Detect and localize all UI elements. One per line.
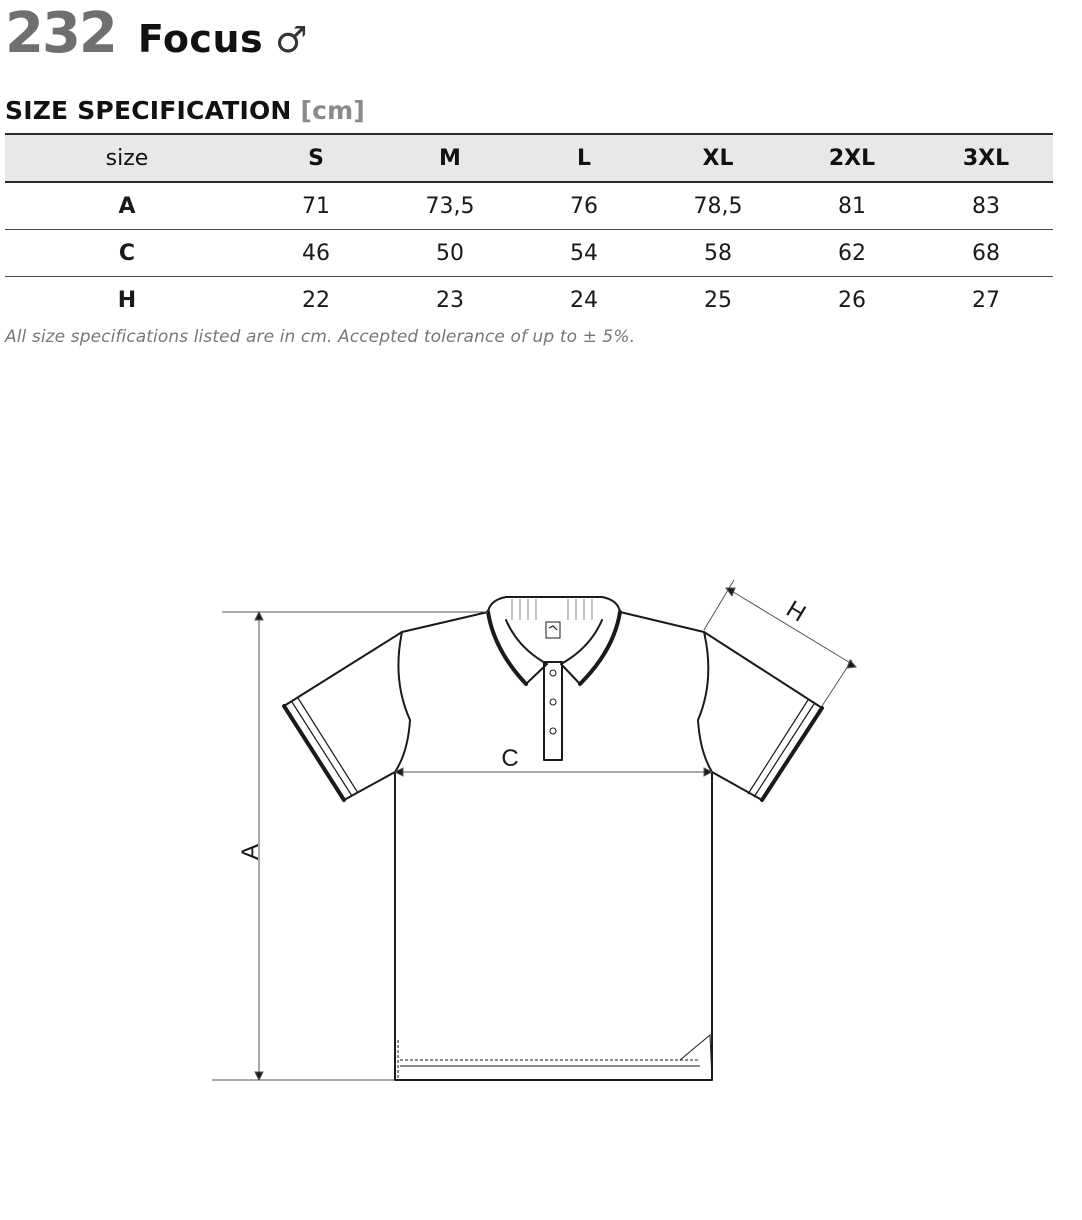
header-size-label: size: [5, 134, 249, 182]
size-table: [5, 133, 1053, 323]
polo-shirt-diagram: [150, 470, 1050, 1190]
brand-label-icon: [546, 622, 560, 638]
table-cell: 50: [383, 230, 517, 277]
table-cell: 78,5: [651, 182, 785, 230]
table-cell: 25: [704, 287, 732, 313]
row-label: C: [5, 230, 249, 277]
dimension-c-label: C: [501, 745, 519, 772]
polo-shirt-drawing: [150, 470, 1050, 1190]
header-size-2xl: 2XL: [785, 134, 919, 182]
male-symbol-icon: ♂: [275, 20, 308, 61]
table-cell: 76: [517, 182, 651, 230]
header-size-xl: XL: [651, 134, 785, 182]
table-cell: 23: [436, 287, 464, 313]
left-sleeve: [284, 632, 402, 800]
side-vent: [680, 1035, 712, 1080]
table-cell: 24: [570, 287, 598, 313]
dimension-h-label: H: [781, 595, 811, 628]
table-row: [5, 230, 1053, 277]
product-header: [5, 0, 307, 70]
shirt-body-outline: [395, 612, 712, 1080]
table-cell: 58: [651, 230, 785, 277]
product-code: 232: [5, 1, 116, 66]
table-cell: 22: [302, 287, 330, 313]
button-icon: [550, 728, 556, 734]
placket: [544, 662, 562, 760]
row-label: H: [117, 287, 137, 313]
button-icon: [550, 670, 556, 676]
table-cell: 81: [785, 182, 919, 230]
table-row: [5, 277, 1053, 324]
table-cell: 26: [838, 287, 866, 313]
table-cell: 83: [919, 182, 1053, 230]
spec-title-text: SIZE SPECIFICATION: [5, 96, 292, 125]
spec-title: [5, 96, 365, 125]
header-size-s: S: [249, 134, 383, 182]
spec-unit: [cm]: [300, 96, 365, 125]
table-cell: 68: [919, 230, 1053, 277]
table-cell: 54: [517, 230, 651, 277]
button-icon: [550, 699, 556, 705]
table-cell: 46: [249, 230, 383, 277]
collar-band: [488, 597, 620, 612]
row-label: A: [5, 182, 249, 230]
header-size-l: L: [517, 134, 651, 182]
dimension-a-label: A: [237, 843, 264, 861]
size-table-header: [5, 134, 1053, 182]
right-sleeve: [704, 632, 822, 800]
header-size-m: M: [383, 134, 517, 182]
table-cell: 62: [785, 230, 919, 277]
product-name: Focus: [137, 17, 264, 61]
table-cell: 73,5: [383, 182, 517, 230]
table-row: [5, 182, 1053, 230]
table-cell: 27: [972, 287, 1000, 313]
header-size-3xl: 3XL: [919, 134, 1053, 182]
table-cell: 71: [249, 182, 383, 230]
tolerance-note: All size specifications listed are in cm. Accepted tolerance of up to ± 5%.: [5, 327, 636, 347]
